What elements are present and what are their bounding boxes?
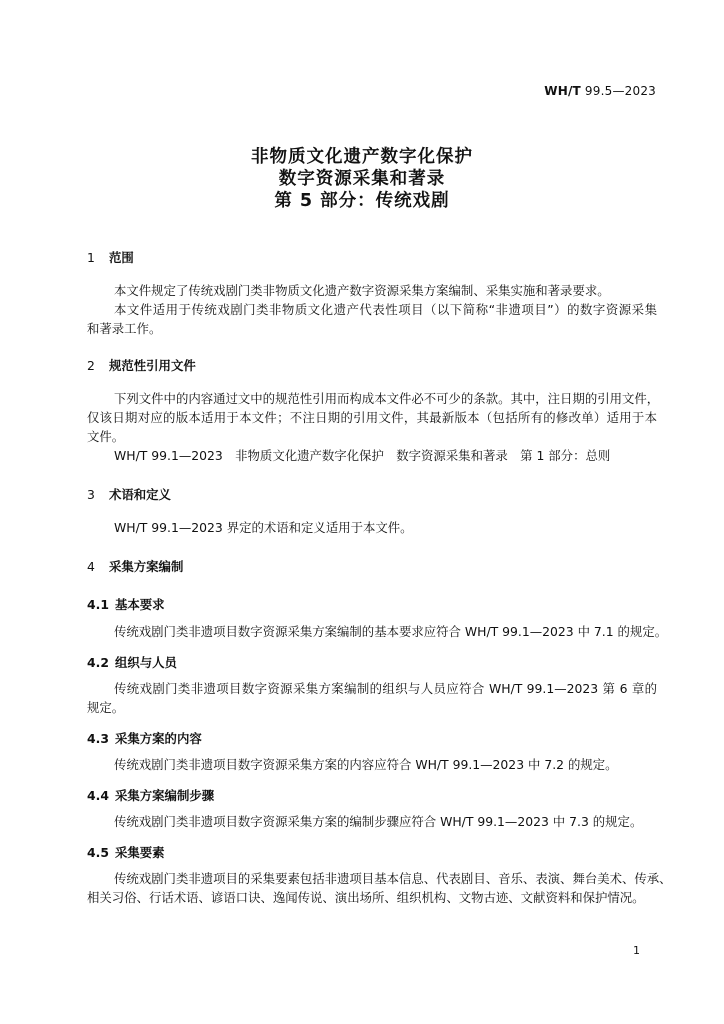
page-number: 1 [633, 944, 640, 957]
title-line-2: 数字资源采集和著录 [278, 169, 446, 189]
title-line-1: 非物质文化遗产数字化保护 [251, 147, 473, 167]
section-4-3-heading: 4.3 采集方案的内容 [87, 731, 202, 746]
section-4-3-para: 传统戏剧门类非遗项目数字资源采集方案的内容应符合 WH/T 99.1—2023 中 7.2 的规定。 [114, 757, 618, 772]
section-1-para-2-line-1: 本文件适用于传统戏剧门类非物质文化遗产代表性项目（以下简称“非遗项目”）的数字资源采集 [114, 302, 657, 317]
section-3-para: WH/T 99.1—2023 界定的术语和定义适用于本文件。 [114, 520, 413, 535]
section-4-2-heading: 4.2 组织与人员 [87, 655, 177, 670]
section-4-2-para-line-1: 传统戏剧门类非遗项目数字资源采集方案编制的组织与人员应符合 WH/T 99.1—2023 第 6 章的 [114, 681, 657, 696]
section-1-heading: 1 范围 [87, 250, 134, 265]
section-4-2-para-line-2: 规定。 [87, 700, 125, 715]
section-2-para-line-1: 下列文件中的内容通过文中的规范性引用而构成本文件必不可少的条款。其中，注日期的引用文件， [114, 391, 660, 406]
section-3-heading: 3 术语和定义 [87, 487, 171, 502]
normative-reference: WH/T 99.1—2023 非物质文化遗产数字化保护 数字资源采集和著录 第 1 部分：总则 [114, 448, 611, 463]
section-4-4-para: 传统戏剧门类非遗项目数字资源采集方案的编制步骤应符合 WH/T 99.1—2023 中 7.3 的规定。 [114, 814, 643, 829]
section-4-5-para-line-1: 传统戏剧门类非遗项目的采集要素包括非遗项目基本信息、代表剧目、音乐、表演、舞台美术、传承、 [114, 871, 672, 886]
section-4-1-heading: 4.1 基本要求 [87, 597, 165, 612]
section-2-para-line-3: 文件。 [87, 429, 125, 444]
section-4-1-para: 传统戏剧门类非遗项目数字资源采集方案编制的基本要求应符合 WH/T 99.1—2023 中 7.1 的规定。 [114, 624, 668, 639]
section-4-heading: 4 采集方案编制 [87, 559, 184, 574]
section-1-para-1: 本文件规定了传统戏剧门类非物质文化遗产数字资源采集方案编制、采集实施和著录要求。 [114, 283, 610, 298]
section-4-5-para-line-2: 相关习俗、行话术语、谚语口诀、逸闻传说、演出场所、组织机构、文物古迹、文献资料和保护情况。 [87, 890, 645, 905]
section-4-4-heading: 4.4 采集方案编制步骤 [87, 788, 215, 803]
title-line-3: 第 5 部分：传统戏剧 [274, 191, 450, 211]
section-2-heading: 2 规范性引用文件 [87, 358, 196, 373]
section-2-para-line-2: 仅该日期对应的版本适用于本文件；不注日期的引用文件，其最新版本（包括所有的修改单）适用于本 [87, 410, 657, 425]
standard-code: WH/T 99.5—2023 [544, 84, 656, 98]
document-title [0, 146, 724, 212]
section-1-para-2-line-2: 和著录工作。 [87, 321, 162, 336]
section-4-5-heading: 4.5 采集要素 [87, 845, 165, 860]
